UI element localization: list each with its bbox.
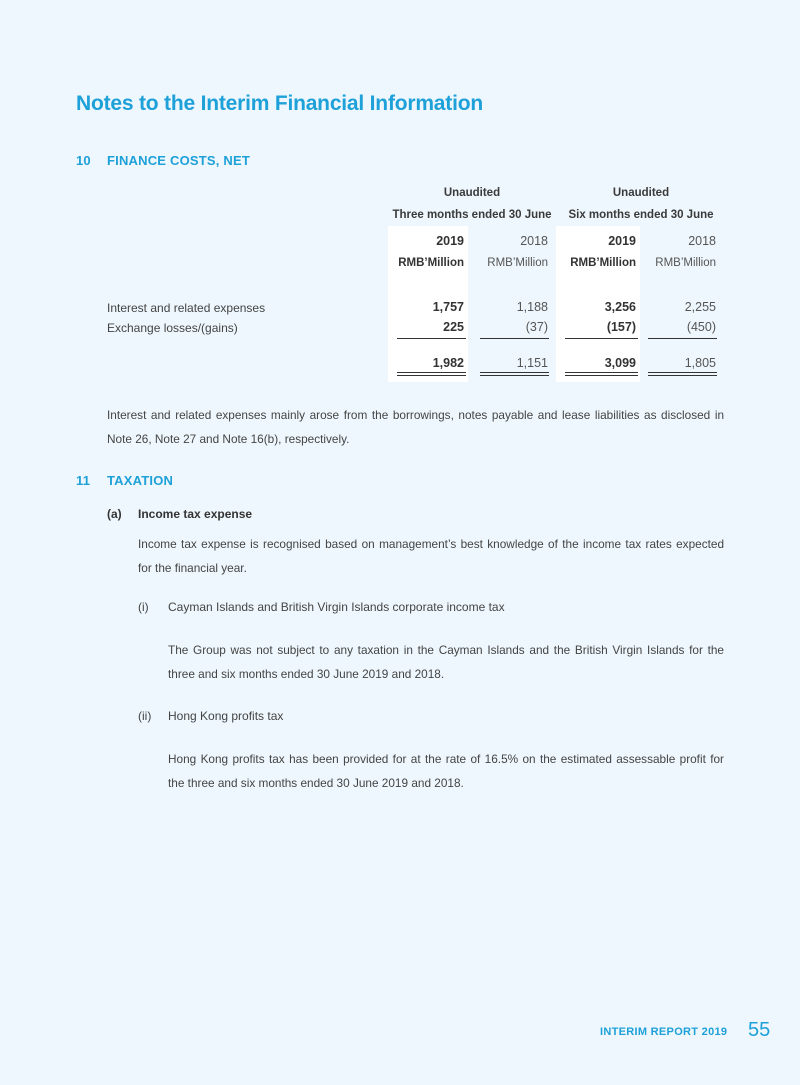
footer-report-label: INTERIM REPORT 2019 [600, 1026, 728, 1038]
total-double-rule [397, 372, 466, 376]
total-double-rule [480, 372, 549, 376]
total-cell: 3,099 [604, 356, 636, 370]
column-year: 2018 [688, 234, 716, 248]
total-cell: 1,982 [432, 356, 464, 370]
note-11-heading [76, 473, 376, 489]
sub-a-title: Income tax expense [138, 507, 253, 521]
column-year: 2019 [608, 234, 636, 248]
subtotal-rule [648, 338, 717, 339]
note-11-title: TAXATION [107, 473, 174, 488]
subtotal-rule [397, 338, 466, 339]
column-unit: RMB’Million [570, 257, 636, 269]
table-cell: 2,255 [684, 300, 716, 314]
column-year: 2019 [436, 234, 464, 248]
total-double-rule [565, 372, 638, 376]
item-i-text: The Group was not subject to any taxation in the Cayman Islands and the British Virgin Islands for the three and six months ended 30 June 2019 and 2018. [168, 643, 724, 681]
column-unit: RMB’Million [487, 257, 548, 269]
column-unit: RMB’Million [398, 257, 464, 269]
note-10-title: FINANCE COSTS, NET [107, 153, 250, 168]
group-header-status: Unaudited [443, 187, 501, 199]
table-cell: (37) [525, 320, 548, 334]
table-cell: 1,188 [516, 300, 548, 314]
total-cell: 1,805 [684, 356, 716, 370]
column-year: 2018 [520, 234, 548, 248]
row-label-interest: Interest and related expenses [107, 301, 266, 315]
subtotal-rule [565, 338, 638, 339]
note-11-number: 11 [76, 473, 91, 488]
column-unit: RMB’Million [655, 257, 716, 269]
note-10-number: 10 [76, 153, 91, 168]
sub-a-text: Income tax expense is recognised based on management’s best knowledge of the income tax rates expected for the financial year. [138, 537, 724, 575]
total-cell: 1,151 [516, 356, 548, 370]
total-double-rule [648, 372, 717, 376]
group-header-period: Six months ended 30 June [568, 209, 714, 221]
page-number: 55 [748, 1019, 771, 1041]
item-i-label: (i) [138, 600, 149, 614]
note-10-explanation: Interest and related expenses mainly arose from the borrowings, notes payable and lease liabilities as disclosed in Note 26, Note 27 and Note 16(b), respectively. [107, 408, 724, 446]
item-ii-title: Hong Kong profits tax [168, 709, 284, 723]
table-cell: (157) [606, 320, 636, 334]
table-cell: 3,256 [604, 300, 636, 314]
table-cell: 225 [443, 320, 464, 334]
note-10-heading [76, 153, 376, 169]
group-header-status: Unaudited [612, 187, 670, 199]
item-ii-label: (ii) [138, 709, 152, 723]
subtotal-rule [480, 338, 549, 339]
item-i-title: Cayman Islands and British Virgin Islands corporate income tax [168, 600, 505, 614]
table-cell: (450) [686, 320, 716, 334]
sub-a-label: (a) [107, 507, 122, 521]
table-cell: 1,757 [432, 300, 464, 314]
group-header-period: Three months ended 30 June [392, 209, 552, 221]
row-label-exchange: Exchange losses/(gains) [107, 321, 238, 335]
item-ii-text: Hong Kong profits tax has been provided for at the rate of 16.5% on the estimated assessable profit for the three and six months ended 30 June 2019 and 2018. [168, 752, 724, 790]
page-title: Notes to the Interim Financial Information [76, 92, 483, 115]
